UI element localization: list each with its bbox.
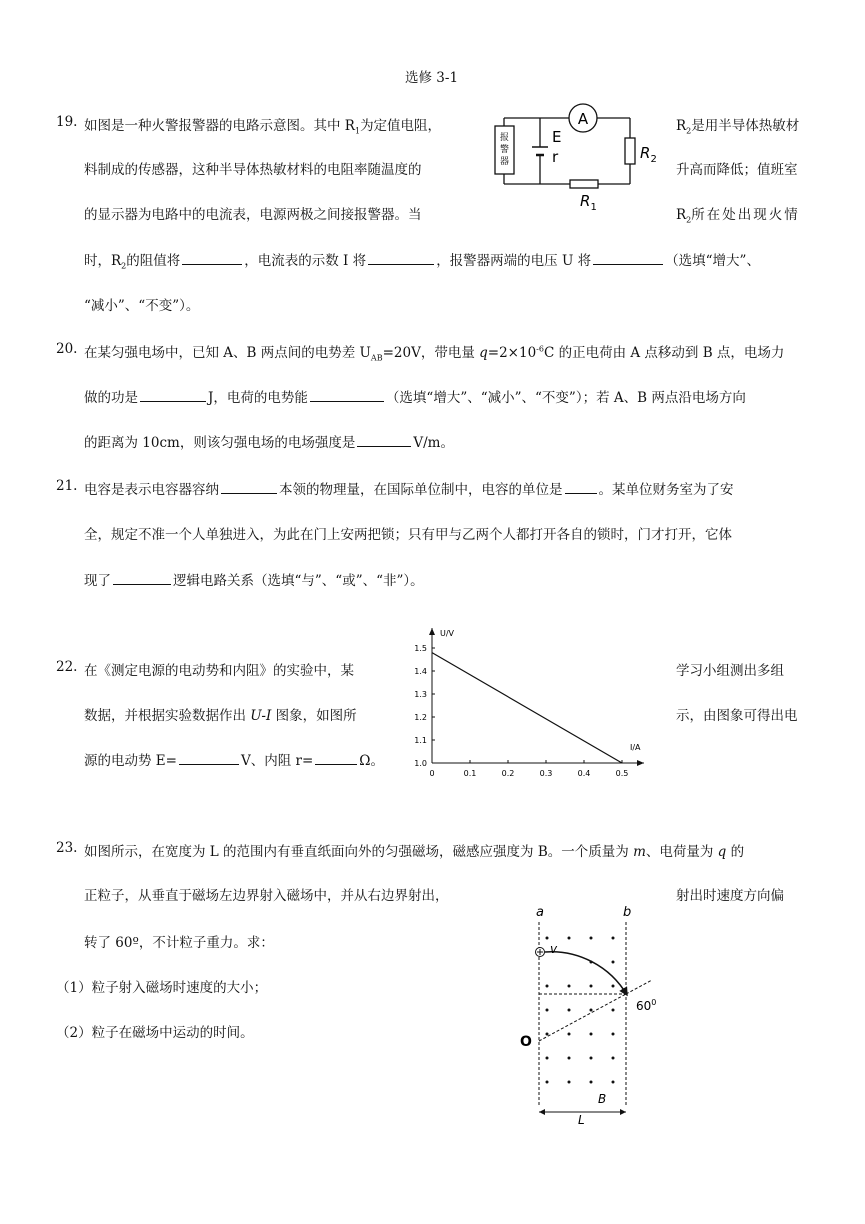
boundary-b-label: b xyxy=(623,905,632,920)
tangent-dashed-line xyxy=(626,980,652,994)
field-dot xyxy=(546,1009,549,1012)
field-dot xyxy=(546,937,549,940)
q21-line2: 全，规定不准一个人单独进入，为此在门上安两把锁；只有甲与乙两个人都打开各自的锁时，门才打开，它体 xyxy=(84,527,732,543)
answer-blank[interactable] xyxy=(368,252,434,265)
section-header: 选修 3-1 xyxy=(405,70,459,86)
emf-label: E xyxy=(552,128,562,146)
resistor-r2 xyxy=(625,138,635,164)
field-dot xyxy=(590,1057,593,1060)
field-dot xyxy=(612,1009,615,1012)
x-tick-label: 0 xyxy=(429,769,435,778)
answer-blank[interactable] xyxy=(310,389,384,402)
y-tick-label: 1.4 xyxy=(414,667,427,676)
q23-line3: 转了 60º，不计粒子重力。求： xyxy=(84,935,274,951)
internal-resistance-label: r xyxy=(552,148,559,166)
q23-line1: 如图所示，在宽度为 L 的范围内有垂直纸面向外的匀强磁场，磁感应强度为 B。一个质量为 m、电荷量为 q 的 xyxy=(84,844,745,860)
field-dot xyxy=(612,937,615,940)
x-tick-label: 0.5 xyxy=(615,769,629,778)
y-tick-label: 1.1 xyxy=(414,736,427,745)
answer-blank[interactable] xyxy=(182,252,242,265)
question-number: 23. xyxy=(56,840,78,856)
particle-trajectory xyxy=(545,952,627,995)
question-number: 19. xyxy=(56,114,78,130)
q23-line2: 正粒子，从垂直于磁场左边界射入磁场中，并从右边界射出， xyxy=(84,888,449,904)
field-dot xyxy=(568,1081,571,1084)
q23-part1: （1）粒子射入磁场时速度的大小； xyxy=(56,980,268,996)
field-dot xyxy=(612,961,615,964)
q19-line2-right: 升高而降低；值班室 xyxy=(676,162,798,178)
question-number: 20. xyxy=(56,341,78,357)
q19-line1-right: $R_2$是用半导体热敏材 xyxy=(676,118,800,136)
resistor-r1 xyxy=(570,180,598,188)
x-tick-label: 0.3 xyxy=(539,769,553,778)
answer-blank[interactable] xyxy=(113,572,171,585)
q22-line3: 源的电动势 E= V、内阻 r= Ω。 xyxy=(84,753,384,769)
r1-label: $R_1$ xyxy=(580,192,597,212)
field-dot xyxy=(568,985,571,988)
answer-blank[interactable] xyxy=(357,434,411,447)
alarm-label-2: 警 xyxy=(499,145,510,155)
q19-line4: 时，$R_2$的阻值将 ，电流表的示数 I 将 ，报警器两端的电压 U 将 （选填“增大”、 xyxy=(84,253,760,271)
field-dot xyxy=(612,1081,615,1084)
ui-graph xyxy=(405,620,655,785)
field-dot xyxy=(568,1033,571,1036)
y-tick-label: 1.0 xyxy=(414,759,427,768)
field-dot xyxy=(568,1009,571,1012)
q22-line2-right: 示，由图象可得出电 xyxy=(676,708,798,724)
alarm-label-1: 报 xyxy=(499,133,510,143)
answer-blank[interactable] xyxy=(593,252,663,265)
field-dot xyxy=(546,985,549,988)
q23-line2-right: 射出时速度方向偏 xyxy=(676,888,784,904)
x-axis-label: I/A xyxy=(630,743,641,752)
q20-line2: 做的功是 J，电荷的电势能 （选填“增大”、“减小”、“不变”）；若 A、B 两点沿电场方向 xyxy=(84,390,746,406)
field-dot xyxy=(612,985,615,988)
q19-line1: 如图是一种火警报警器的电路示意图。其中 $R_1$为定值电阻， xyxy=(84,118,442,136)
answer-blank[interactable] xyxy=(221,481,277,494)
q23-part2: （2）粒子在磁场中运动的时间。 xyxy=(56,1025,254,1041)
question-number: 22. xyxy=(56,659,78,675)
q20-line1: 在某匀强电场中，已知 A、B 两点间的电势差 $U_{AB}=20V$，带电量 $q=2\times 10^{-6}C$ 的正电荷由 A 点移动到 B 点，电场力 xyxy=(84,344,785,363)
q22-line2: 数据，并根据实验数据作出 U-I 图象，如图所 xyxy=(84,708,357,724)
field-dot xyxy=(590,1081,593,1084)
alarm-circuit-diagram xyxy=(488,100,668,212)
field-dot xyxy=(568,1057,571,1060)
q19-line3: 的显示器为电路中的电流表，电源两极之间接报警器。当 xyxy=(84,207,422,223)
q19-line5: “减小”、“不变”）。 xyxy=(84,298,200,314)
data-line xyxy=(432,653,622,763)
width-l-label: L xyxy=(578,1113,585,1125)
field-dot xyxy=(546,1057,549,1060)
field-dot xyxy=(590,1033,593,1036)
r2-label: $R_2$ xyxy=(640,144,657,165)
field-dot xyxy=(590,937,593,940)
x-axis-arrow xyxy=(637,760,644,766)
y-tick-label: 1.5 xyxy=(414,644,427,653)
x-tick-label: 0.1 xyxy=(463,769,477,778)
answer-blank[interactable] xyxy=(140,389,206,402)
x-tick-label: 0.4 xyxy=(577,769,591,778)
q22-line1-right: 学习小组测出多组 xyxy=(676,663,784,679)
answer-blank[interactable] xyxy=(179,752,239,765)
field-dots xyxy=(546,937,615,1084)
q19-line2: 料制成的传感器，这种半导体热敏材料的电阻率随温度的 xyxy=(84,162,422,178)
ammeter-label: A xyxy=(577,110,589,128)
answer-blank[interactable] xyxy=(315,752,357,765)
q21-line3: 现了 逻辑电路关系（选填“与”、“或”、“非”）。 xyxy=(84,573,424,589)
y-axis-arrow xyxy=(429,628,435,635)
field-dot xyxy=(590,1009,593,1012)
field-dot xyxy=(612,1033,615,1036)
magnetic-field-diagram xyxy=(510,900,680,1125)
field-b-label: B xyxy=(598,1092,607,1106)
boundary-a-label: a xyxy=(536,905,544,920)
y-tick-label: 1.2 xyxy=(414,713,427,722)
question-number: 21. xyxy=(56,478,78,494)
x-tick-label: 0.2 xyxy=(501,769,515,778)
y-tick-label: 1.3 xyxy=(414,690,427,699)
field-dot xyxy=(612,1057,615,1060)
q20-line3: 的距离为 10cm，则该匀强电场的电场强度是 V/m。 xyxy=(84,435,454,451)
q22-line1: 在《测定电源的电动势和内阻》的实验中，某 xyxy=(84,663,354,679)
answer-blank[interactable] xyxy=(565,481,597,494)
center-o-label: O xyxy=(520,1034,532,1050)
field-dot xyxy=(546,1081,549,1084)
field-dot xyxy=(568,937,571,940)
velocity-label: v xyxy=(550,942,558,956)
alarm-label-3: 器 xyxy=(499,157,510,167)
angle-label: $60^0$ xyxy=(636,998,657,1013)
field-dot xyxy=(590,985,593,988)
y-axis-label: U/V xyxy=(440,629,455,638)
q21-line1: 电容是表示电容器容纳 本领的物理量，在国际单位制中，电容的单位是 。某单位财务室为了安 xyxy=(84,482,734,498)
q19-line3-right: $R_2$所在处出现火情 xyxy=(676,207,800,225)
field-dot xyxy=(546,1033,549,1036)
